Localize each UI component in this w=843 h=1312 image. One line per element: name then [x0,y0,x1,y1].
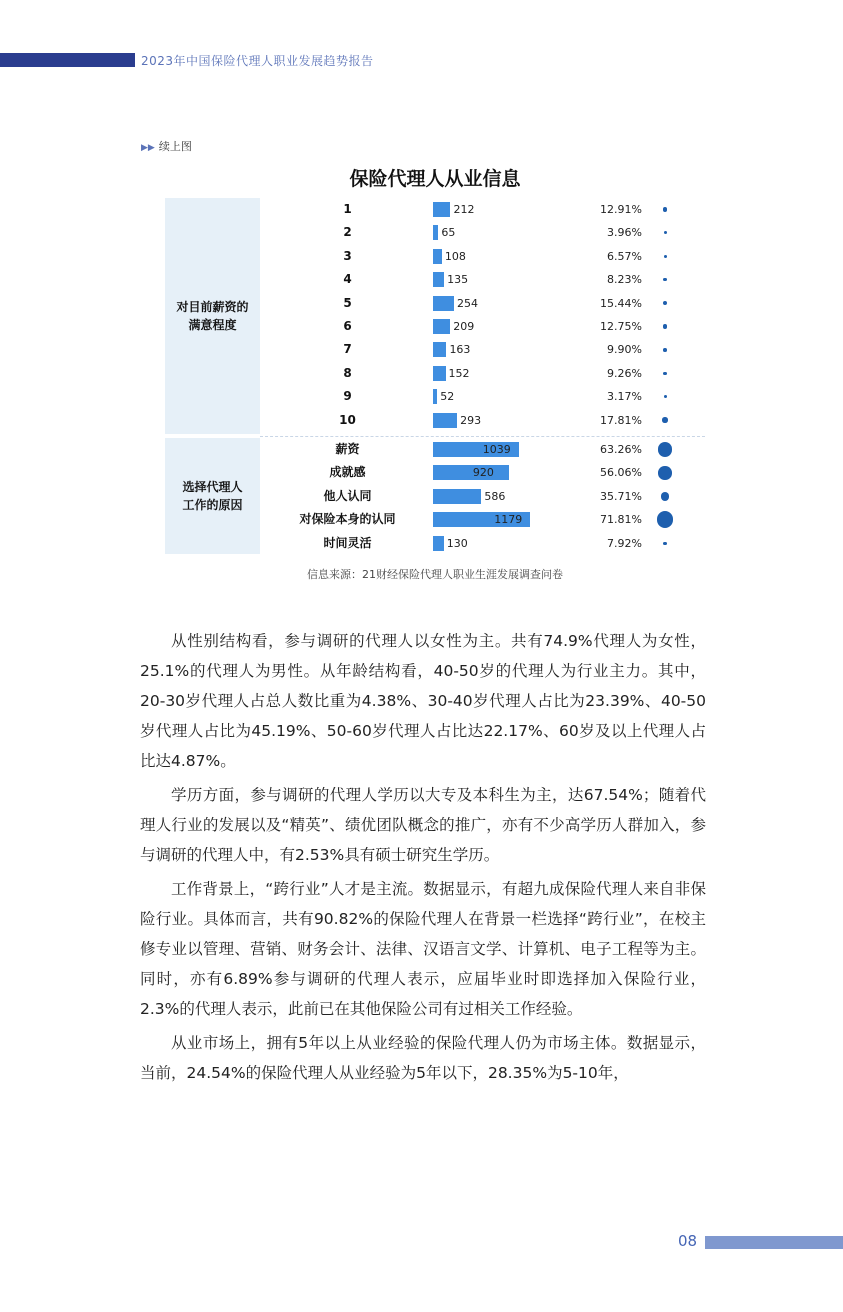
bar [433,249,442,264]
footer-accent-bar [705,1236,843,1249]
percent-dot [664,231,667,234]
bar [433,272,444,287]
chart-row [260,485,705,508]
category-label: 10 [339,412,356,427]
percent-label: 9.90% [607,343,642,357]
chart-row [260,245,705,268]
category-label: 对保险本身的认同 [299,512,396,527]
bar-value-label: 130 [446,536,468,550]
chart-row [260,315,705,338]
chart-row [260,292,705,315]
bar [433,202,450,217]
category-label: 他人认同 [323,488,372,503]
bar-value-label: 212 [453,203,475,216]
paragraph: 学历方面，参与调研的代理人学历以大专及本科生为主，达67.54%；随着代理人行业的发展以及“精英”、绩优团队概念的推广，亦有不少高学历人群加入，参与调研的代理人中，有2.53%具有硕士研究生学历。 [140,786,706,864]
percent-label: 35.71% [600,489,642,503]
category-label: 1 [343,202,352,216]
chart-row [260,532,705,555]
paragraph: 从性别结构看，参与调研的代理人以女性为主。共有74.9%代理人为女性，25.1%的代理人为男性。从年龄结构看，40-50岁的代理人为行业主力。其中，20-30岁代理人占总人数比重为4.38%、30-40岁代理人占比为23.39%、40-50岁代理人占比为45.19%、50-60岁代理人占比达22.17%、60岁及以上代理人占比达4.87%。 [140,632,706,770]
group-label-line: 工作的原因 [182,498,243,512]
chart-row [260,338,705,361]
bar-value-label: 254 [456,296,478,310]
percent-dot [663,207,667,211]
percent-dot [661,492,670,501]
category-label: 6 [343,319,352,333]
chart [165,198,705,554]
percent-label: 17.81% [600,413,642,427]
category-label: 2 [343,225,352,240]
report-title: 2023年中国保险代理人职业发展趋势报告 [141,54,374,68]
bar [433,389,437,404]
percent-label: 15.44% [600,296,642,310]
percent-dot [663,372,666,375]
category-label: 薪资 [335,442,360,456]
category-label: 4 [343,272,352,287]
bar [433,413,457,428]
bar [433,342,446,357]
bar [433,319,450,334]
percent-label: 63.26% [600,443,642,456]
bar [433,465,509,480]
percent-label: 12.91% [600,203,642,216]
header-accent-bar [0,53,135,67]
chart-row [260,438,705,461]
category-label: 3 [343,248,352,263]
paragraph: 从业市场上，拥有5年以上从业经验的保险代理人仍为市场主体。数据显示，当前，24.54%的保险代理人从业经验为5年以下，28.35%为5-10年， [140,1034,706,1082]
percent-dot [663,542,666,545]
percent-dot [658,442,673,457]
group-label-reasons [165,438,260,554]
category-label: 8 [343,365,352,380]
percent-dot [663,324,667,328]
group-label-line: 对目前薪资的 [176,300,249,314]
percent-dot [663,348,667,352]
bar [433,296,454,311]
percent-label: 6.57% [607,249,642,263]
chart-title: 保险代理人从业信息 [349,168,521,190]
bar-value-label: 293 [460,413,482,427]
chart-row [260,409,705,432]
paragraph: 工作背景上，“跨行业”人才是主流。数据显示，有超九成保险代理人来自非保险行业。具体而言，共有90.82%的保险代理人在背景一栏选择“跨行业”，在校主修专业以管理、营销、财务会计、法律、汉语言文学、计算机、电子工程等为主。同时，亦有6.89%参与调研的代理人表示，应届毕业时即选择加入保险行业，2.3%的代理人表示，此前已在其他保险公司有过相关工作经验。 [140,880,706,1018]
double-arrow-icon: ▶▶ [141,143,155,153]
percent-dot [657,511,674,528]
chart-row [260,198,705,221]
bar-value-label: 108 [444,249,466,263]
chart-row [260,268,705,291]
percent-dot [664,255,667,258]
percent-dot [658,466,671,479]
category-label: 时间灵活 [323,535,372,550]
percent-label: 3.17% [607,390,642,404]
bar [433,225,438,240]
group-label-salary-satisfaction [165,198,260,434]
bar-value-label: 65 [441,226,456,240]
percent-label: 3.96% [607,226,642,240]
percent-dot [664,395,667,398]
bar-value-label: 586 [484,489,506,503]
bar-value-label: 209 [453,320,475,333]
chart-row [260,362,705,385]
chart-row [260,461,705,484]
bar-value-label: 152 [448,366,470,380]
bar [433,536,444,551]
continuation-text: 续上图 [158,140,192,153]
chart-row [260,221,705,244]
chart-row [260,385,705,408]
group-label-line: 满意程度 [188,318,237,332]
percent-label: 71.81% [600,513,642,527]
category-label: 9 [343,389,352,404]
percent-label: 8.23% [607,273,642,287]
percent-dot [662,417,667,422]
bar-value-label: 920 [472,466,494,480]
body-text [140,626,706,1092]
percent-dot [663,278,666,281]
category-label: 5 [343,295,352,310]
percent-label: 56.06% [600,466,642,480]
category-label: 7 [343,342,352,357]
bar-value-label: 163 [449,343,471,357]
percent-dot [663,301,668,306]
percent-label: 7.92% [607,536,642,550]
bar [433,366,446,381]
page-number: 08 [678,1232,698,1250]
bar-value-label: 52 [440,390,455,404]
bar-value-label: 1179 [494,513,523,527]
percent-label: 9.26% [607,366,642,380]
group-divider [260,436,705,437]
category-label: 成就感 [329,465,366,480]
bar-value-label: 1039 [482,443,511,456]
chart-source: 信息来源：21财经保险代理人职业生涯发展调查问卷 [307,568,563,581]
percent-label: 12.75% [600,320,642,333]
chart-row [260,508,705,531]
group-label-line: 选择代理人 [182,480,243,494]
bar-value-label: 135 [447,273,469,287]
continuation-label [141,138,192,154]
bar [433,489,481,504]
